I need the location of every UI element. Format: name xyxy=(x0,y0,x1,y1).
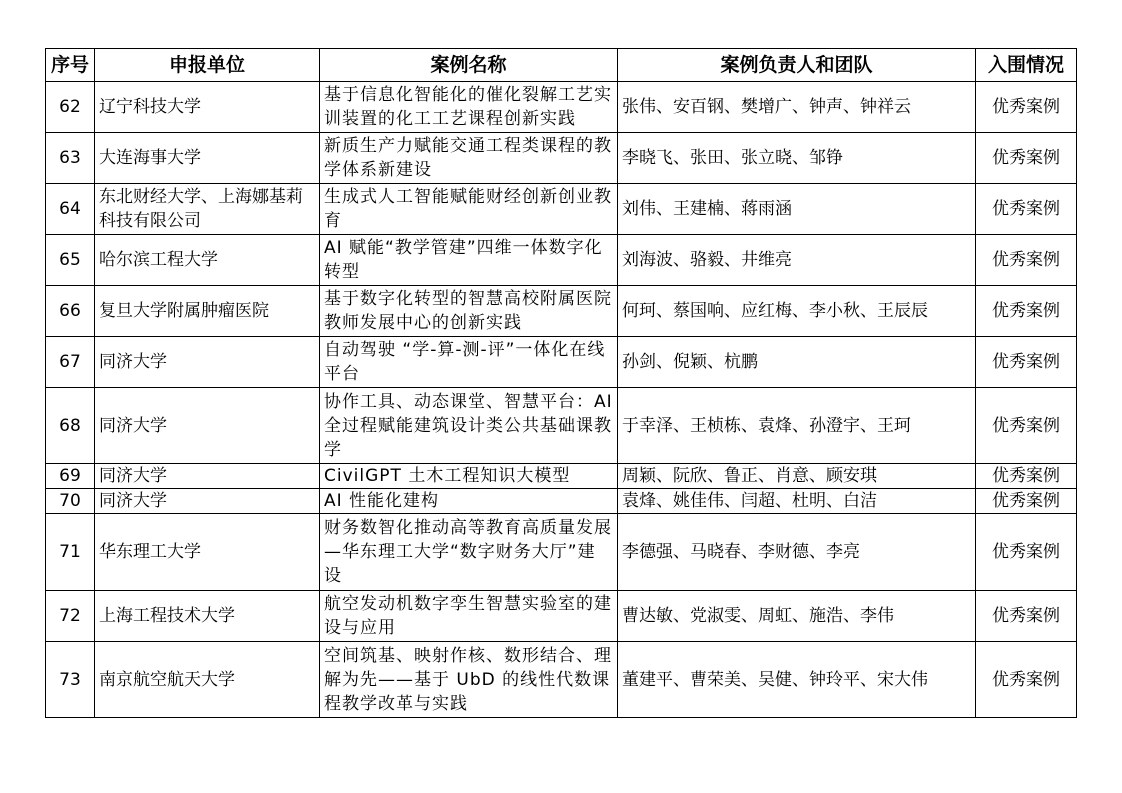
row-team: 周颖、阮欣、鲁正、肖意、顾安琪 xyxy=(618,464,976,489)
header-name: 案例名称 xyxy=(320,49,618,82)
header-row xyxy=(46,49,1077,82)
row-status: 优秀案例 xyxy=(976,133,1077,184)
row-team: 董建平、曹荣美、吴健、钟玲平、宋大伟 xyxy=(618,642,976,718)
row-case-name: 基于信息化智能化的催化裂解工艺实训装置的化工工艺课程创新实践 xyxy=(320,82,618,133)
table-row xyxy=(46,642,1077,718)
row-unit: 上海工程技术大学 xyxy=(95,591,320,642)
row-team: 刘海波、骆毅、井维亮 xyxy=(618,235,976,286)
row-unit: 同济大学 xyxy=(95,388,320,464)
row-status: 优秀案例 xyxy=(976,337,1077,388)
row-case-name: AI 赋能“教学管建”四维一体数字化转型 xyxy=(320,235,618,286)
row-status: 优秀案例 xyxy=(976,286,1077,337)
row-num: 64 xyxy=(46,184,95,235)
row-unit: 辽宁科技大学 xyxy=(95,82,320,133)
row-status: 优秀案例 xyxy=(976,464,1077,489)
table-row xyxy=(46,464,1077,489)
row-num: 72 xyxy=(46,591,95,642)
row-case-name: 基于数字化转型的智慧高校附属医院教师发展中心的创新实践 xyxy=(320,286,618,337)
row-num: 66 xyxy=(46,286,95,337)
row-unit: 南京航空航天大学 xyxy=(95,642,320,718)
row-case-name: CivilGPT 土木工程知识大模型 xyxy=(320,464,618,489)
row-unit: 复旦大学附属肿瘤医院 xyxy=(95,286,320,337)
row-case-name: 协作工具、动态课堂、智慧平台：AI全过程赋能建筑设计类公共基础课教学 xyxy=(320,388,618,464)
row-case-name: 财务数智化推动高等教育高质量发展—华东理工大学“数字财务大厅”建设 xyxy=(320,514,618,591)
table-row xyxy=(46,489,1077,514)
row-num: 71 xyxy=(46,514,95,591)
row-team: 李德强、马晓春、李财德、李亮 xyxy=(618,514,976,591)
row-case-name: 生成式人工智能赋能财经创新创业教育 xyxy=(320,184,618,235)
table-row xyxy=(46,286,1077,337)
row-num: 65 xyxy=(46,235,95,286)
row-status: 优秀案例 xyxy=(976,184,1077,235)
header-unit: 申报单位 xyxy=(95,49,320,82)
row-unit: 同济大学 xyxy=(95,464,320,489)
row-team: 孙剑、倪颖、杭鹏 xyxy=(618,337,976,388)
row-team: 李晓飞、张田、张立晓、邹铮 xyxy=(618,133,976,184)
row-unit: 东北财经大学、上海娜基莉科技有限公司 xyxy=(95,184,320,235)
row-unit: 哈尔滨工程大学 xyxy=(95,235,320,286)
table-row xyxy=(46,591,1077,642)
row-case-name: 航空发动机数字孪生智慧实验室的建设与应用 xyxy=(320,591,618,642)
row-num: 73 xyxy=(46,642,95,718)
row-num: 67 xyxy=(46,337,95,388)
row-team: 于幸泽、王桢栋、袁烽、孙澄宇、王珂 xyxy=(618,388,976,464)
row-num: 69 xyxy=(46,464,95,489)
row-num: 63 xyxy=(46,133,95,184)
row-num: 62 xyxy=(46,82,95,133)
row-team: 张伟、安百钢、樊增广、钟声、钟祥云 xyxy=(618,82,976,133)
row-case-name: 新质生产力赋能交通工程类课程的教学体系新建设 xyxy=(320,133,618,184)
header-team: 案例负责人和团队 xyxy=(618,49,976,82)
table-row xyxy=(46,235,1077,286)
table-row xyxy=(46,82,1077,133)
row-team: 袁烽、姚佳伟、闫超、杜明、白洁 xyxy=(618,489,976,514)
table-row xyxy=(46,133,1077,184)
row-status: 优秀案例 xyxy=(976,591,1077,642)
row-unit: 同济大学 xyxy=(95,337,320,388)
row-unit: 华东理工大学 xyxy=(95,514,320,591)
row-num: 70 xyxy=(46,489,95,514)
row-team: 刘伟、王建楠、蒋雨涵 xyxy=(618,184,976,235)
row-num: 68 xyxy=(46,388,95,464)
row-status: 优秀案例 xyxy=(976,489,1077,514)
row-team: 何珂、蔡国响、应红梅、李小秋、王辰辰 xyxy=(618,286,976,337)
row-case-name: AI 性能化建构 xyxy=(320,489,618,514)
row-unit: 同济大学 xyxy=(95,489,320,514)
row-case-name: 空间筑基、映射作核、数形结合、理解为先——基于 UbD 的线性代数课程教学改革与实践 xyxy=(320,642,618,718)
row-status: 优秀案例 xyxy=(976,514,1077,591)
row-team: 曹达敏、党淑雯、周虹、施浩、李伟 xyxy=(618,591,976,642)
row-unit: 大连海事大学 xyxy=(95,133,320,184)
table-row xyxy=(46,337,1077,388)
header-status: 入围情况 xyxy=(976,49,1077,82)
table-row xyxy=(46,514,1077,591)
header-num: 序号 xyxy=(46,49,95,82)
row-status: 优秀案例 xyxy=(976,82,1077,133)
table-row xyxy=(46,184,1077,235)
row-status: 优秀案例 xyxy=(976,642,1077,718)
row-case-name: 自动驾驶 “学-算-测-评”一体化在线平台 xyxy=(320,337,618,388)
row-status: 优秀案例 xyxy=(976,235,1077,286)
table-row xyxy=(46,388,1077,464)
cases-table xyxy=(45,48,1077,718)
row-status: 优秀案例 xyxy=(976,388,1077,464)
